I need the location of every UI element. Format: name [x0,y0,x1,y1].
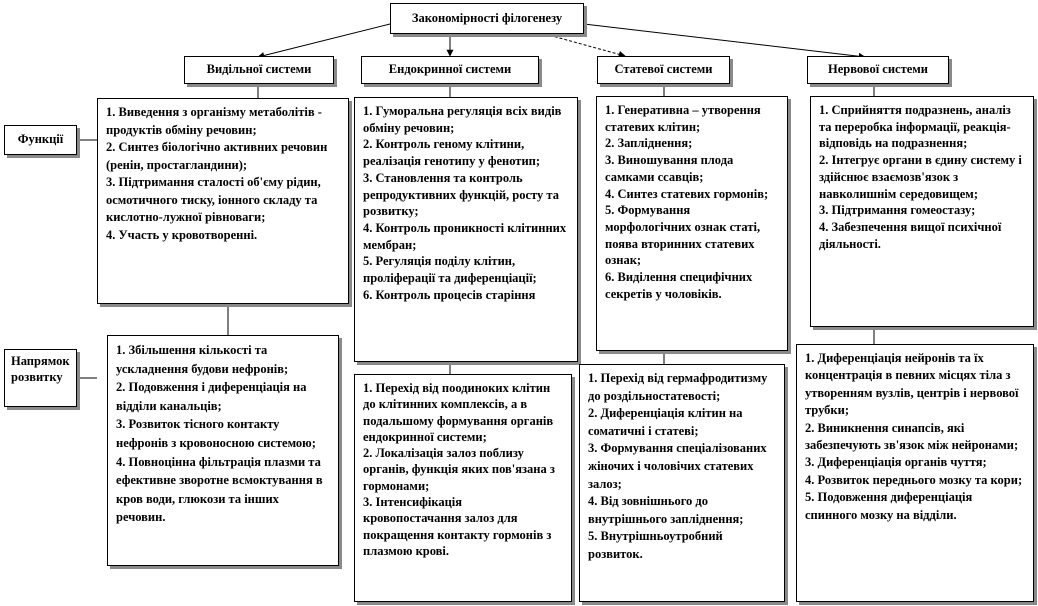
functions-excretory-item: 4. Участь у кровотворенні. [106,227,258,242]
row-label-functions [4,125,77,155]
functions-reproductive-item: 3. Виношування плода самками ссавців; [605,153,734,184]
development-nervous [796,344,1034,602]
category-nervous-label: Нервової системи [827,62,929,77]
functions-nervous [810,96,1034,327]
development-endocrine-item: 3. Інтенсифікація кровопостачання залоз для покращення контакту гормонів з плазмою крові. [363,495,552,558]
development-excretory-item: 3. Розвиток тісного контакту нефронів з кровоносною системою; [116,417,316,450]
development-endocrine-item: 1. Перехід від поодиноких клітин до клітинних комплексів, а в подальшому формування органів ендокринної системи; [363,381,554,444]
functions-endocrine-item: 1. Гуморальна регуляція всіх видів обміну речовин; [363,104,562,135]
development-nervous-item: 2. Виникнення синапсів, які забезпечують зв'язок між нейронами; [805,420,1019,453]
development-excretory-item: 4. Повноцінна фільтрація плазми та ефективне зворотне всмоктування в кров води, глюкози та інших речовин. [116,454,323,525]
functions-reproductive-item: 5. Формування морфологічних ознак статі, поява вторинних статевих ознак; [605,203,761,268]
category-excretory [184,56,334,84]
functions-reproductive-item: 2. Запліднення; [605,136,693,151]
row-label-development-text: Напрямок розвитку [11,354,70,384]
functions-reproductive-item: 4. Синтез статевих гормонів; [605,186,769,201]
development-excretory-item: 1. Збільшення кількості та ускладнення будови нефронів; [116,343,289,376]
development-reproductive-item: 3. Формування спеціалізованих жіночих і чоловічих статевих залоз; [588,441,767,491]
category-nervous [807,56,949,84]
functions-nervous-item: 3. Підтримання гомеостазу; [819,203,976,218]
functions-nervous-item: 2. Інтегрує органи в єдину систему і здійснює взаємозв'язок з навколишнім середовищем; [819,153,1022,201]
category-endocrine-label: Ендокринної системи [388,62,512,77]
development-nervous-item: 5. Подовження диференціація спинного мозку на відділи. [805,490,973,522]
category-endocrine [361,56,539,84]
development-reproductive-item: 5. Внутрішньоутробний розвиток. [588,529,723,561]
arrow-to-nervous [584,24,865,57]
arrow-to-excretory [258,24,390,57]
development-reproductive-item: 1. Перехід від гермафродитизму до роздільностатевості; [588,371,768,403]
development-reproductive-item: 4. Від зовнішнього до внутрішнього запліднення; [588,494,744,526]
functions-reproductive [596,96,788,351]
functions-endocrine [354,97,578,362]
functions-excretory-item: 1. Виведення з організму метаболітів - продуктів обміну речовин; [106,105,322,137]
development-nervous-item: 1. Диференціація нейронів та їх концентрація в певних місцях тіла з утворенням вузлів, центрів і нервової трубки; [805,351,1019,418]
category-reproductive [597,56,730,84]
diagram-title [390,3,584,34]
development-endocrine [354,374,572,602]
development-endocrine-item: 2. Локалізація залоз поблизу органів, функція яких пов'язана з гормонами; [363,446,555,493]
development-reproductive [579,364,785,602]
development-excretory [107,335,339,566]
functions-endocrine-item: 5. Регуляція поділу клітин, проліферації та диференціації; [363,254,537,286]
development-reproductive-item: 2. Диференціація клітин на соматичні і статеві; [588,406,743,438]
arrow-to-reproductive [545,34,625,56]
row-label-functions-text: Функції [17,132,64,147]
functions-nervous-item: 1. Сприйняття подразнень, аналіз та переробка інформації, реакція-відповідь на подразнення; [819,103,1011,151]
development-nervous-item: 4. Розвиток переднього мозку та кори; [805,472,1023,487]
functions-reproductive-item: 6. Виділення специфічних секретів у чоловіків. [605,270,753,301]
functions-excretory-item: 2. Синтез біологічно активних речовин (ренін, простагландини); [106,140,328,172]
development-nervous-item: 3. Диференціація органів чуття; [805,455,987,470]
category-reproductive-label: Статевої системи [614,62,713,77]
functions-nervous-item: 4. Забезпечення вищої психічної діяльності. [819,219,1002,251]
functions-endocrine-item: 2. Контроль геному клітини, реалізація генотипу у фенотип; [363,137,541,169]
functions-reproductive-item: 1. Генеративна – утворення статевих клітин; [605,103,761,134]
diagram-title-text: Закономірності філогенезу [411,10,563,25]
development-excretory-item: 2. Подовження і диференціація на відділи канальців; [116,380,307,413]
functions-endocrine-item: 4. Контроль проникності клітинних мембран; [363,220,567,252]
functions-excretory [97,98,349,304]
functions-excretory-item: 3. Підтримання сталості об'єму рідин, осмотичного тиску, іонного складу та кислотно-лужної рівноваги; [106,175,321,224]
functions-endocrine-item: 6. Контроль процесів старіння [363,287,536,302]
functions-endocrine-item: 3. Становлення та контроль репродуктивних функцій, росту та розвитку; [363,170,559,219]
row-label-development [4,349,77,407]
category-excretory-label: Видільної системи [206,62,312,77]
